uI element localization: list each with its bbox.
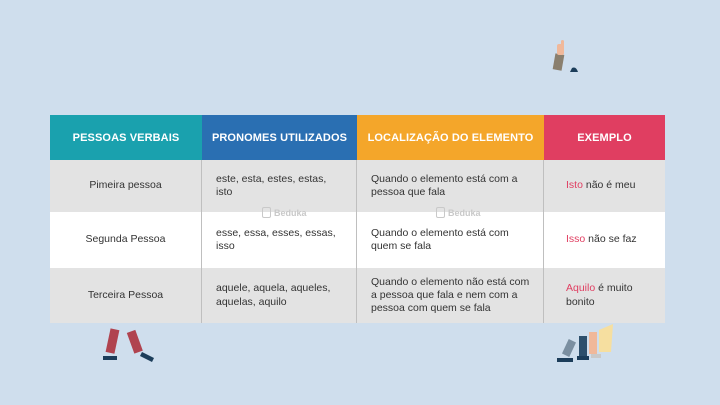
row2-pronouns: esse, essa, esses, essas, isso (202, 212, 357, 268)
watermark-logo (436, 207, 481, 218)
row3-example-highlight: Aquilo (566, 282, 596, 295)
row1-example-highlight: Isto (566, 179, 583, 192)
row3-example (544, 268, 665, 323)
group-feet-illustration (555, 322, 617, 366)
row1-example-rest: não é meu (582, 179, 636, 192)
header-localizacao-elemento: LOCALIZAÇÃO DO ELEMENTO (357, 115, 544, 160)
row1-pronouns: este, esta, estes, estas, isto (202, 160, 357, 212)
watermark-text: Beduka (448, 207, 481, 218)
row2-example-rest: não se faz (585, 233, 637, 246)
row2-person: Segunda Pessoa (50, 212, 202, 268)
row2-location: Quando o elemento está com quem se fala (357, 212, 544, 268)
header-exemplo: EXEMPLO (544, 115, 665, 160)
demonstrative-pronouns-table (50, 115, 665, 323)
row3-example-rest: é muito bonito (566, 282, 633, 308)
row1-example (544, 160, 665, 212)
watermark-b-icon (436, 207, 445, 218)
row2-example-highlight: Isso (566, 233, 586, 246)
row3-person: Terceira Pessoa (50, 268, 202, 323)
watermark-logo (262, 207, 307, 218)
row2-example (544, 212, 665, 268)
row1-location: Quando o elemento está com a pessoa que fala (357, 160, 544, 212)
row1-person: Pimeira pessoa (50, 160, 202, 212)
walking-legs-illustration (100, 325, 160, 365)
watermark-b-icon (262, 207, 271, 218)
header-pessoas-verbais: PESSOAS VERBAIS (50, 115, 202, 160)
row3-pronouns: aquele, aquela, aqueles, aquelas, aquilo (202, 268, 357, 323)
row3-location: Quando o elemento não está com a pessoa que fala e nem com a pessoa com quem se fala (357, 268, 544, 323)
pointing-hand-illustration (548, 40, 584, 78)
header-pronomes-utilizados: PRONOMES UTILIZADOS (202, 115, 357, 160)
watermark-text: Beduka (274, 207, 307, 218)
